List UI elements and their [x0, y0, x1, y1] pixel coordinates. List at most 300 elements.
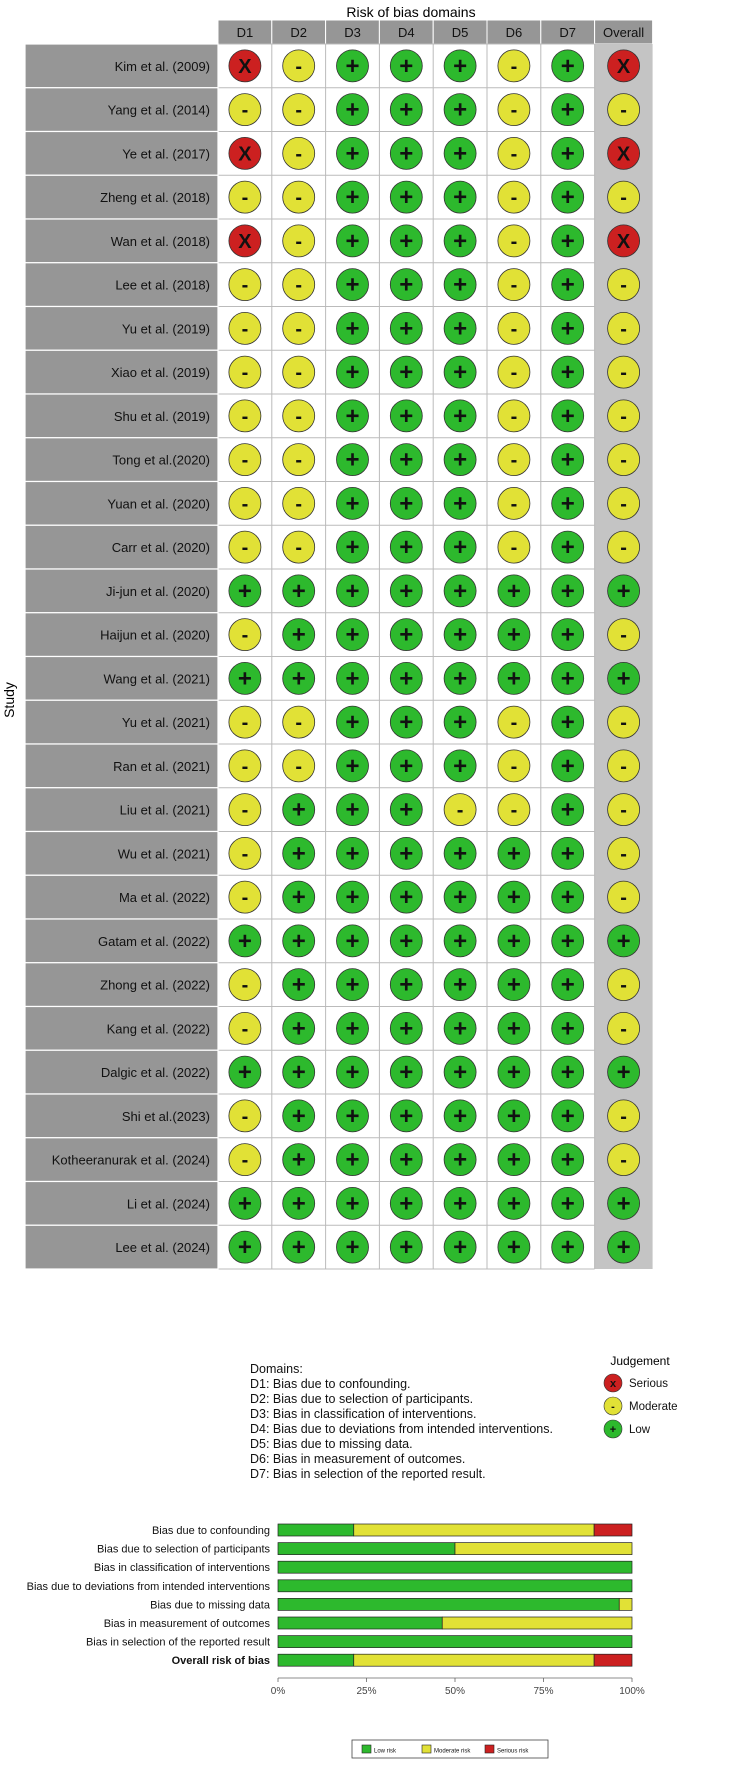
- rating-symbol: -: [241, 887, 249, 910]
- rating-symbol: +: [399, 1015, 414, 1043]
- bar-category-label: Bias in classification of interventions: [93, 1562, 270, 1575]
- rating-symbol: +: [291, 621, 306, 649]
- bar-segment: [278, 1636, 632, 1648]
- bar-category-label: Bias due to deviations from intended interventions: [26, 1580, 270, 1593]
- study-label: Zhong et al. (2022): [100, 977, 210, 993]
- rating-symbol: +: [560, 1102, 575, 1130]
- study-label: Kim et al. (2009): [114, 58, 210, 74]
- bar-category-label: Bias due to missing data: [150, 1599, 270, 1612]
- rating-symbol: +: [345, 665, 360, 693]
- rating-symbol: +: [453, 1234, 468, 1262]
- rating-symbol: +: [291, 1190, 306, 1218]
- rating-symbol: -: [510, 755, 518, 778]
- rating-symbol: -: [510, 712, 518, 735]
- rating-symbol: -: [620, 274, 627, 297]
- study-label: Lee et al. (2018): [115, 277, 210, 293]
- rating-symbol: -: [620, 405, 627, 428]
- rating-symbol: +: [291, 1015, 306, 1043]
- legend-label: Serious: [629, 1378, 668, 1390]
- rating-symbol: +: [506, 971, 521, 999]
- domain-d2: D2: Bias due to selection of participants.: [250, 1392, 474, 1406]
- rating-symbol: +: [453, 1190, 468, 1218]
- column-header: D4: [397, 25, 415, 40]
- bar-category-label: Bias due to confounding: [151, 1525, 270, 1537]
- legend-title: Judgement: [610, 1354, 670, 1368]
- rating-symbol: -: [620, 537, 627, 560]
- rating-symbol: +: [345, 534, 360, 562]
- rating-symbol: -: [295, 712, 303, 735]
- rating-symbol: +: [506, 665, 521, 693]
- rating-symbol: +: [453, 446, 468, 474]
- x-tick-label: 25%: [356, 1686, 377, 1697]
- rating-symbol: -: [620, 1105, 627, 1128]
- column-header: D5: [451, 25, 469, 40]
- rating-symbol: +: [345, 359, 360, 387]
- rating-symbol: +: [399, 752, 414, 780]
- rating-symbol: +: [345, 1102, 360, 1130]
- rating-symbol: -: [241, 974, 249, 997]
- rating-symbol: +: [453, 140, 468, 168]
- rating-symbol: X: [616, 230, 631, 253]
- study-label: Liu et al. (2021): [119, 802, 210, 818]
- rating-symbol: X: [238, 230, 252, 253]
- rating-symbol: +: [453, 52, 468, 80]
- rating-symbol: +: [453, 884, 468, 912]
- rating-symbol: -: [241, 99, 249, 122]
- rating-symbol: +: [345, 490, 360, 518]
- rating-symbol: +: [506, 1234, 521, 1262]
- x-tick-label: 75%: [533, 1686, 554, 1697]
- rating-symbol: +: [399, 140, 414, 168]
- rating-symbol: +: [560, 665, 575, 693]
- rating-symbol: -: [510, 318, 518, 341]
- rating-symbol: +: [291, 884, 306, 912]
- bar-segment: [278, 1561, 632, 1573]
- rating-symbol: -: [620, 99, 627, 122]
- rating-symbol: +: [237, 577, 252, 605]
- rating-symbol: +: [560, 534, 575, 562]
- rating-symbol: -: [620, 318, 627, 341]
- rating-symbol: +: [237, 665, 252, 693]
- bar-segment: [354, 1654, 594, 1666]
- rating-symbol: +: [399, 271, 414, 299]
- rating-symbol: +: [560, 96, 575, 124]
- rating-symbol: -: [241, 1018, 249, 1041]
- rating-symbol: -: [620, 887, 627, 910]
- rating-symbol: +: [560, 577, 575, 605]
- rating-symbol: +: [345, 884, 360, 912]
- legend-symbol: +: [609, 1424, 617, 1436]
- rating-symbol: +: [399, 184, 414, 212]
- study-label: Ran et al. (2021): [113, 758, 210, 774]
- rating-symbol: -: [620, 493, 627, 516]
- rating-symbol: +: [399, 884, 414, 912]
- study-label: Gatam et al. (2022): [98, 933, 210, 949]
- study-label: Li et al. (2024): [126, 1196, 210, 1212]
- bar-segment: [354, 1524, 594, 1536]
- rating-symbol: +: [506, 1015, 521, 1043]
- study-label: Ma et al. (2022): [118, 890, 210, 906]
- rating-symbol: +: [399, 446, 414, 474]
- rating-symbol: +: [399, 971, 414, 999]
- rating-symbol: -: [510, 405, 518, 428]
- rating-symbol: -: [510, 362, 518, 385]
- rating-symbol: +: [506, 1059, 521, 1087]
- study-label: Dalgic et al. (2022): [100, 1065, 210, 1081]
- bar-segment: [594, 1524, 632, 1536]
- column-header: D2: [290, 25, 308, 40]
- domain-d6: D6: Bias in measurement of outcomes.: [250, 1452, 466, 1466]
- bar-segment: [278, 1580, 632, 1592]
- study-label: Yu et al. (2019): [121, 321, 210, 337]
- rating-symbol: X: [616, 143, 631, 166]
- rating-symbol: +: [345, 621, 360, 649]
- domain-d3: D3: Bias in classification of interventions.: [250, 1407, 477, 1421]
- rating-symbol: -: [295, 362, 303, 385]
- traffic-light-title: Risk of bias domains: [346, 4, 476, 20]
- bar-category-label: Bias in measurement of outcomes: [103, 1618, 270, 1630]
- rating-symbol: -: [295, 449, 303, 472]
- rating-symbol: +: [453, 184, 468, 212]
- rating-symbol: +: [560, 315, 575, 343]
- rating-symbol: +: [291, 971, 306, 999]
- rating-symbol: +: [616, 577, 631, 605]
- rating-symbol: +: [506, 621, 521, 649]
- rating-symbol: +: [399, 1059, 414, 1087]
- study-label: Tong et al.(2020): [112, 452, 210, 468]
- rating-symbol: +: [560, 140, 575, 168]
- rating-symbol: +: [345, 709, 360, 737]
- rating-symbol: +: [345, 271, 360, 299]
- rating-symbol: +: [453, 490, 468, 518]
- rating-symbol: -: [241, 318, 249, 341]
- rating-symbol: +: [237, 1059, 252, 1087]
- rating-symbol: +: [345, 52, 360, 80]
- rating-symbol: +: [345, 402, 360, 430]
- legend-symbol: -: [611, 1401, 615, 1413]
- rating-symbol: +: [453, 359, 468, 387]
- rating-symbol: -: [510, 99, 518, 122]
- rating-symbol: +: [345, 315, 360, 343]
- rating-symbol: +: [399, 96, 414, 124]
- rating-symbol: +: [453, 621, 468, 649]
- rating-symbol: +: [291, 577, 306, 605]
- bar-legend-label: Low risk: [374, 1748, 397, 1755]
- rating-symbol: +: [506, 577, 521, 605]
- legend-symbol: x: [609, 1378, 617, 1390]
- rating-symbol: +: [560, 709, 575, 737]
- rating-symbol: +: [345, 840, 360, 868]
- rating-symbol: +: [453, 709, 468, 737]
- rating-symbol: +: [560, 1059, 575, 1087]
- rating-symbol: +: [399, 1190, 414, 1218]
- rating-symbol: -: [620, 187, 627, 210]
- rating-symbol: +: [345, 140, 360, 168]
- rating-symbol: +: [345, 184, 360, 212]
- study-label: Wang et al. (2021): [103, 671, 210, 687]
- bar-segment: [455, 1543, 632, 1555]
- rating-symbol: -: [295, 99, 303, 122]
- rating-symbol: +: [560, 1015, 575, 1043]
- rating-symbol: +: [291, 1059, 306, 1087]
- rating-symbol: X: [616, 55, 631, 78]
- study-label: Lee et al. (2024): [115, 1240, 210, 1256]
- rating-symbol: +: [506, 840, 521, 868]
- rating-symbol: +: [506, 1102, 521, 1130]
- rating-symbol: +: [345, 227, 360, 255]
- domains-key: [250, 1362, 553, 1482]
- rating-symbol: +: [560, 927, 575, 955]
- rating-symbol: +: [345, 1190, 360, 1218]
- rating-symbol: +: [453, 665, 468, 693]
- bar-category-label: Bias in selection of the reported result: [85, 1636, 270, 1649]
- rating-symbol: -: [241, 843, 249, 866]
- study-label: Carr et al. (2020): [111, 540, 210, 556]
- domain-d5: D5: Bias due to missing data.: [250, 1437, 413, 1451]
- rating-symbol: -: [241, 362, 249, 385]
- rating-symbol: -: [241, 1149, 249, 1172]
- bar-legend-label: Moderate risk: [434, 1748, 471, 1755]
- rating-symbol: -: [295, 55, 303, 78]
- domain-d7: D7: Bias in selection of the reported result.: [250, 1467, 486, 1481]
- rating-symbol: +: [345, 796, 360, 824]
- study-label: Yu et al. (2021): [121, 715, 210, 731]
- traffic-light-plot: [25, 20, 653, 1269]
- column-header: D3: [344, 25, 361, 40]
- rating-symbol: -: [620, 624, 627, 647]
- rating-symbol: +: [345, 1146, 360, 1174]
- rating-symbol: +: [291, 1102, 306, 1130]
- study-label: Ye et al. (2017): [122, 146, 210, 162]
- rating-symbol: -: [510, 187, 518, 210]
- rating-symbol: +: [399, 1102, 414, 1130]
- rating-symbol: -: [241, 712, 249, 735]
- column-header: D7: [559, 25, 577, 40]
- rating-symbol: +: [237, 1234, 252, 1262]
- rating-symbol: +: [291, 1146, 306, 1174]
- bar-segment: [594, 1654, 632, 1666]
- study-label: Haijun et al. (2020): [100, 627, 210, 643]
- rating-symbol: -: [241, 1105, 249, 1128]
- rating-symbol: +: [237, 927, 252, 955]
- rating-symbol: +: [453, 96, 468, 124]
- rating-symbol: -: [295, 187, 303, 210]
- rating-symbol: +: [560, 1234, 575, 1262]
- legend-label: Low: [629, 1424, 651, 1436]
- rating-symbol: +: [560, 271, 575, 299]
- column-header: D6: [505, 25, 523, 40]
- rating-symbol: +: [560, 884, 575, 912]
- x-tick-label: 100%: [619, 1686, 645, 1697]
- rating-symbol: +: [399, 52, 414, 80]
- rating-symbol: -: [620, 799, 627, 822]
- bar-segment: [278, 1543, 455, 1555]
- bar-category-label: Bias due to selection of participants: [96, 1543, 270, 1556]
- rating-symbol: +: [506, 1146, 521, 1174]
- study-label: Yang et al. (2014): [107, 102, 210, 118]
- rating-symbol: +: [399, 490, 414, 518]
- rating-symbol: -: [510, 230, 518, 253]
- rating-symbol: +: [345, 927, 360, 955]
- bar-category-label: Overall risk of bias: [171, 1655, 270, 1668]
- rating-symbol: -: [295, 755, 303, 778]
- rating-symbol: +: [560, 184, 575, 212]
- rating-symbol: +: [345, 1234, 360, 1262]
- bar-segment: [442, 1617, 632, 1629]
- column-header: D1: [236, 25, 254, 40]
- rating-symbol: -: [510, 799, 518, 822]
- rating-symbol: +: [453, 1146, 468, 1174]
- rating-symbol: -: [241, 537, 249, 560]
- rating-symbol: -: [620, 449, 627, 472]
- rating-symbol: +: [560, 402, 575, 430]
- rating-symbol: +: [453, 840, 468, 868]
- rating-symbol: -: [241, 187, 249, 210]
- study-label: Ji-jun et al. (2020): [105, 583, 210, 599]
- rating-symbol: +: [453, 927, 468, 955]
- rating-symbol: -: [510, 274, 518, 297]
- rating-symbol: +: [560, 840, 575, 868]
- rating-symbol: -: [620, 755, 627, 778]
- domain-d1: D1: Bias due to confounding.: [250, 1377, 411, 1391]
- study-axis-label: Study: [1, 682, 17, 718]
- rating-symbol: +: [291, 927, 306, 955]
- rating-symbol: +: [453, 227, 468, 255]
- rating-symbol: +: [560, 971, 575, 999]
- bar-segment: [278, 1524, 354, 1536]
- bar-segment: [278, 1598, 619, 1610]
- study-label: Wan et al. (2018): [110, 233, 210, 249]
- study-label: Yuan et al. (2020): [107, 496, 210, 512]
- rating-symbol: +: [506, 884, 521, 912]
- bar-segment: [278, 1654, 354, 1666]
- rating-symbol: +: [399, 315, 414, 343]
- rating-symbol: +: [616, 1059, 631, 1087]
- study-label: Shi et al.(2023): [121, 1108, 210, 1124]
- rating-symbol: +: [291, 840, 306, 868]
- bar-segment: [619, 1598, 632, 1610]
- rating-symbol: X: [238, 143, 252, 166]
- rating-symbol: +: [616, 927, 631, 955]
- rating-symbol: -: [620, 362, 627, 385]
- rating-symbol: -: [295, 143, 303, 166]
- rating-symbol: -: [510, 55, 518, 78]
- x-tick-label: 50%: [444, 1686, 466, 1697]
- rating-symbol: -: [510, 537, 518, 560]
- study-label: Xiao et al. (2019): [110, 365, 210, 381]
- rating-symbol: +: [291, 796, 306, 824]
- rating-symbol: -: [620, 1149, 627, 1172]
- rating-symbol: +: [453, 534, 468, 562]
- rating-symbol: +: [506, 927, 521, 955]
- rating-symbol: +: [399, 840, 414, 868]
- rating-symbol: -: [510, 143, 518, 166]
- rating-symbol: +: [345, 1059, 360, 1087]
- rating-symbol: +: [453, 1102, 468, 1130]
- judgement-legend: [604, 1374, 678, 1438]
- rating-symbol: -: [295, 405, 303, 428]
- rating-symbol: +: [399, 1234, 414, 1262]
- rating-symbol: -: [295, 318, 303, 341]
- rating-symbol: +: [453, 271, 468, 299]
- bar-legend-label: Serious risk: [497, 1748, 529, 1755]
- bar-legend-swatch: [362, 1745, 371, 1753]
- rating-symbol: +: [453, 577, 468, 605]
- rating-symbol: -: [241, 624, 249, 647]
- rating-symbol: -: [241, 755, 249, 778]
- rating-symbol: +: [291, 1234, 306, 1262]
- rating-symbol: +: [399, 402, 414, 430]
- rating-symbol: -: [295, 493, 303, 516]
- rating-symbol: +: [399, 534, 414, 562]
- rating-symbol: +: [399, 927, 414, 955]
- rating-symbol: +: [453, 971, 468, 999]
- rating-symbol: +: [560, 621, 575, 649]
- rating-symbol: +: [506, 1190, 521, 1218]
- rating-symbol: +: [453, 402, 468, 430]
- rating-symbol: +: [560, 52, 575, 80]
- rating-symbol: +: [616, 1190, 631, 1218]
- rating-symbol: +: [237, 1190, 252, 1218]
- study-label: Shu et al. (2019): [113, 408, 210, 424]
- rating-symbol: +: [345, 1015, 360, 1043]
- rating-symbol: -: [620, 843, 627, 866]
- rating-symbol: +: [560, 446, 575, 474]
- x-tick-label: 0%: [270, 1686, 286, 1697]
- rating-symbol: -: [510, 493, 518, 516]
- rating-symbol: +: [616, 665, 631, 693]
- study-label: Zheng et al. (2018): [100, 190, 210, 206]
- rating-symbol: +: [560, 227, 575, 255]
- rating-symbol: -: [241, 493, 249, 516]
- bar-segment: [278, 1617, 442, 1629]
- rating-symbol: +: [345, 96, 360, 124]
- rating-symbol: -: [241, 274, 249, 297]
- summary-bar-chart: [27, 1524, 645, 1758]
- rating-symbol: +: [560, 490, 575, 518]
- rating-symbol: -: [295, 230, 303, 253]
- rating-symbol: +: [453, 1015, 468, 1043]
- rating-symbol: +: [560, 1146, 575, 1174]
- column-header: Overall: [603, 25, 645, 40]
- rating-symbol: +: [453, 315, 468, 343]
- rating-symbol: -: [241, 449, 249, 472]
- rating-symbol: -: [620, 1018, 627, 1041]
- bar-legend-swatch: [422, 1745, 431, 1753]
- rating-symbol: -: [295, 537, 303, 560]
- rating-symbol: +: [345, 446, 360, 474]
- rating-symbol: +: [345, 577, 360, 605]
- rating-symbol: +: [399, 577, 414, 605]
- rating-symbol: +: [399, 621, 414, 649]
- rating-symbol: +: [399, 227, 414, 255]
- legend-label: Moderate: [629, 1401, 678, 1413]
- rating-symbol: X: [238, 55, 252, 78]
- rating-symbol: -: [241, 405, 249, 428]
- rating-symbol: +: [291, 665, 306, 693]
- rating-symbol: +: [399, 665, 414, 693]
- rating-symbol: +: [345, 752, 360, 780]
- rating-symbol: +: [560, 752, 575, 780]
- rating-symbol: +: [399, 359, 414, 387]
- rating-symbol: +: [560, 1190, 575, 1218]
- study-label: Kang et al. (2022): [106, 1021, 210, 1037]
- domains-heading: Domains:: [250, 1362, 303, 1376]
- rating-symbol: -: [456, 799, 464, 822]
- rating-symbol: +: [560, 359, 575, 387]
- rating-symbol: +: [616, 1234, 631, 1262]
- rating-symbol: +: [453, 752, 468, 780]
